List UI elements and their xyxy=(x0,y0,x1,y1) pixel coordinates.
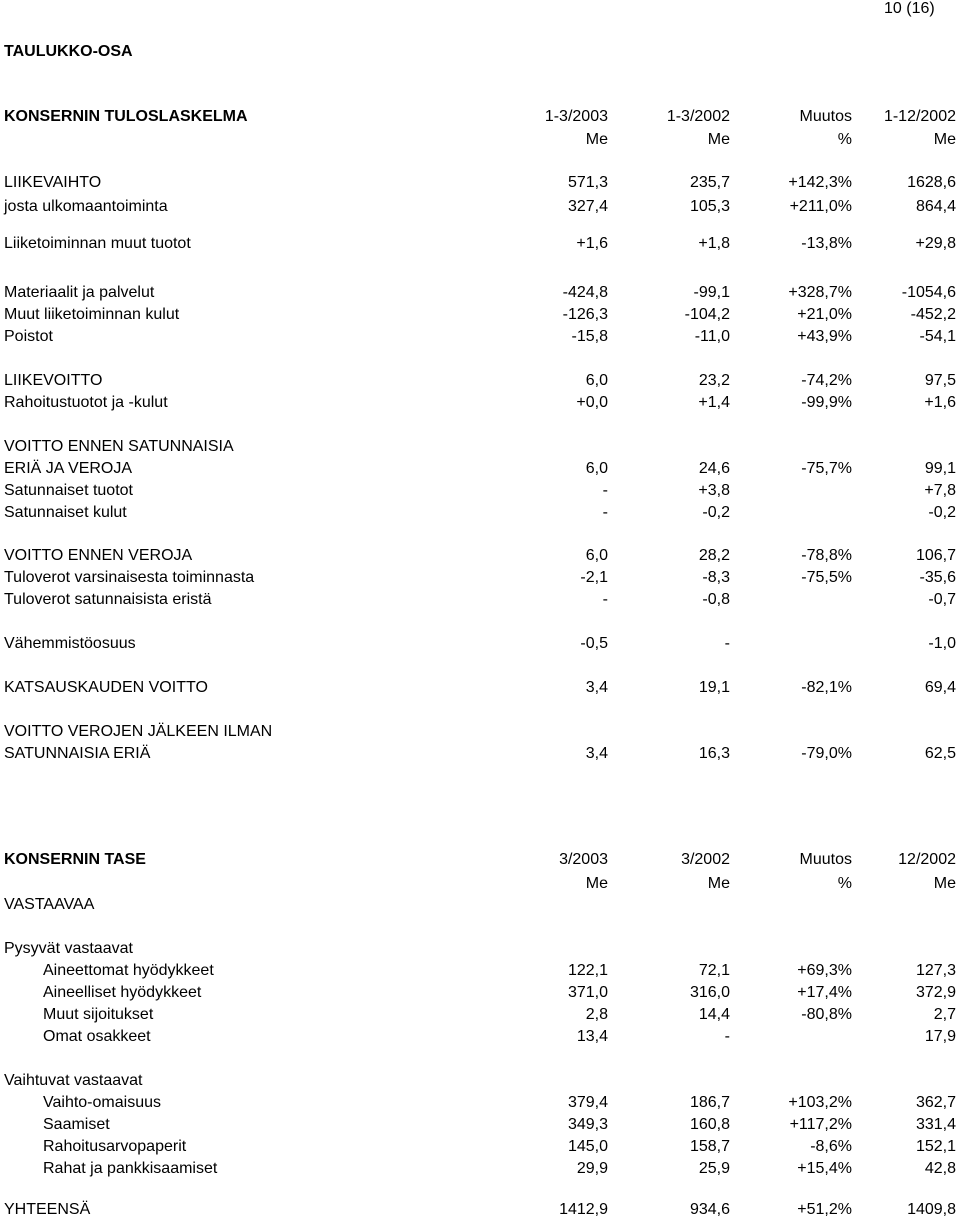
income-row-value: -82,1% xyxy=(801,679,852,696)
balance-row-value: 160,8 xyxy=(689,1116,730,1133)
balance-row-label: Saamiset xyxy=(43,1116,110,1133)
income-row-value: +1,8 xyxy=(698,235,730,252)
income-row-value: -0,7 xyxy=(928,591,956,608)
balance-row-value: 186,7 xyxy=(689,1094,730,1111)
income-unit-col1: Me xyxy=(585,131,608,148)
balance-unit-col3: % xyxy=(837,875,852,892)
income-row-label: VOITTO ENNEN VEROJA xyxy=(4,547,193,564)
income-unit-col4: Me xyxy=(933,131,956,148)
income-row-label: Tuloverot varsinaisesta toiminnasta xyxy=(4,569,255,586)
income-row-value: +1,6 xyxy=(576,235,608,252)
income-row-value: -104,2 xyxy=(684,306,730,323)
income-row-value: 106,7 xyxy=(915,547,956,564)
balance-row-value: 349,3 xyxy=(567,1116,608,1133)
balance-row-value: 934,6 xyxy=(689,1201,730,1218)
income-row-value: +142,3% xyxy=(788,174,852,191)
income-row-label: Tuloverot satunnaisista eristä xyxy=(4,591,212,608)
balance-row-label: YHTEENSÄ xyxy=(4,1201,91,1218)
balance-header-col1: 3/2003 xyxy=(559,851,608,868)
income-row-value: 16,3 xyxy=(698,745,730,762)
balance-row-value: +117,2% xyxy=(789,1116,852,1133)
income-row-value: -99,1 xyxy=(693,284,730,301)
income-title: KONSERNIN TULOSLASKELMA xyxy=(4,108,248,125)
income-row-value: -78,8% xyxy=(801,547,852,564)
income-row-value: 19,1 xyxy=(698,679,730,696)
income-row-value: - xyxy=(724,635,730,652)
income-row-label: Satunnaiset tuotot xyxy=(4,482,133,499)
income-row-label: Muut liiketoiminnan kulut xyxy=(4,306,180,323)
income-row-value: 6,0 xyxy=(585,460,608,477)
income-row-value: 62,5 xyxy=(924,745,956,762)
section-title: TAULUKKO-OSA xyxy=(4,43,133,60)
balance-row-value: 72,1 xyxy=(698,962,730,979)
balance-header-col4: 12/2002 xyxy=(898,851,956,868)
income-unit-col3: % xyxy=(837,131,852,148)
balance-row-value: +69,3% xyxy=(797,962,852,979)
income-row-value: -15,8 xyxy=(571,328,608,345)
income-row-value: -99,9% xyxy=(801,394,852,411)
income-row-value: -75,7% xyxy=(801,460,852,477)
income-row-label: Poistot xyxy=(4,328,53,345)
income-row-value: -0,2 xyxy=(702,504,730,521)
balance-title: KONSERNIN TASE xyxy=(4,851,146,868)
income-row-value: 23,2 xyxy=(698,372,730,389)
balance-row-value: 13,4 xyxy=(576,1028,608,1045)
balance-row-value: +15,4% xyxy=(797,1160,852,1177)
page-number: 10 (16) xyxy=(884,0,935,17)
income-row-label: Rahoitustuotot ja -kulut xyxy=(4,394,168,411)
income-row-value: -79,0% xyxy=(801,745,852,762)
balance-row-value: 331,4 xyxy=(915,1116,956,1133)
income-row-value: -2,1 xyxy=(580,569,608,586)
balance-row-value: 1412,9 xyxy=(559,1201,608,1218)
balance-unit-col4: Me xyxy=(933,875,956,892)
income-row-value: 69,4 xyxy=(924,679,956,696)
balance-row-label: Aineettomat hyödykkeet xyxy=(43,962,214,979)
balance-header-col3: Muutos xyxy=(799,851,852,868)
income-row-value: +43,9% xyxy=(797,328,852,345)
balance-row-value: 371,0 xyxy=(567,984,608,1001)
income-row-value: +21,0% xyxy=(797,306,852,323)
income-row-label: LIIKEVAIHTO xyxy=(4,174,102,191)
income-row-label: KATSAUSKAUDEN VOITTO xyxy=(4,679,208,696)
income-header-col4: 1-12/2002 xyxy=(883,108,956,125)
income-row-label: VOITTO ENNEN SATUNNAISIA xyxy=(4,438,234,455)
income-row-label: SATUNNAISIA ERIÄ xyxy=(4,745,151,762)
balance-row-label: Rahat ja pankkisaamiset xyxy=(43,1160,218,1177)
balance-row-value: 42,8 xyxy=(924,1160,956,1177)
income-row-value: 28,2 xyxy=(698,547,730,564)
balance-row-label: Aineelliset hyödykkeet xyxy=(43,984,202,1001)
balance-row-value: +103,2% xyxy=(788,1094,852,1111)
balance-row-label: Rahoitusarvopaperit xyxy=(43,1138,187,1155)
balance-row-value: 122,1 xyxy=(567,962,608,979)
balance-row-value: -8,6% xyxy=(810,1138,852,1155)
balance-row-value: 379,4 xyxy=(567,1094,608,1111)
balance-row-value: 372,9 xyxy=(915,984,956,1001)
income-row-value: 24,6 xyxy=(698,460,730,477)
balance-row-value: 2,7 xyxy=(933,1006,956,1023)
income-row-value: - xyxy=(602,482,608,499)
balance-row-value: -80,8% xyxy=(801,1006,852,1023)
income-header-col1: 1-3/2003 xyxy=(544,108,608,125)
income-row-value: 864,4 xyxy=(915,198,956,215)
balance-row-label: Vaihtuvat vastaavat xyxy=(4,1072,143,1089)
income-row-value: -8,3 xyxy=(702,569,730,586)
balance-row-label: Vaihto-omaisuus xyxy=(43,1094,161,1111)
income-row-value: -126,3 xyxy=(562,306,608,323)
income-row-value: 235,7 xyxy=(689,174,730,191)
income-row-value: -75,5% xyxy=(801,569,852,586)
balance-row-value: 25,9 xyxy=(698,1160,730,1177)
income-row-value: 571,3 xyxy=(567,174,608,191)
balance-row-value: +17,4% xyxy=(797,984,852,1001)
income-row-value: -1054,6 xyxy=(901,284,956,301)
balance-row-value: 152,1 xyxy=(915,1138,956,1155)
income-row-label: ERIÄ JA VEROJA xyxy=(4,460,133,477)
income-row-value: - xyxy=(602,504,608,521)
income-row-value: -452,2 xyxy=(910,306,956,323)
income-row-value: +7,8 xyxy=(924,482,956,499)
income-row-label: Satunnaiset kulut xyxy=(4,504,127,521)
income-row-value: 105,3 xyxy=(689,198,730,215)
income-header-col2: 1-3/2002 xyxy=(666,108,730,125)
income-row-value: -35,6 xyxy=(919,569,956,586)
income-row-value: +0,0 xyxy=(576,394,608,411)
income-row-value: -0,2 xyxy=(928,504,956,521)
income-row-value: -11,0 xyxy=(694,328,730,345)
income-row-label: Materiaalit ja palvelut xyxy=(4,284,155,301)
income-row-value: 3,4 xyxy=(585,679,608,696)
income-row-value: +3,8 xyxy=(698,482,730,499)
income-row-value: 99,1 xyxy=(924,460,956,477)
income-row-label: josta ulkomaantoiminta xyxy=(4,198,168,215)
income-row-label: Liiketoiminnan muut tuotot xyxy=(4,235,191,252)
income-row-value: 327,4 xyxy=(567,198,608,215)
balance-row-value: - xyxy=(724,1028,730,1045)
income-row-value: +1,4 xyxy=(698,394,730,411)
income-row-value: -0,5 xyxy=(580,635,608,652)
income-row-value: -424,8 xyxy=(562,284,608,301)
balance-row-label: Pysyvät vastaavat xyxy=(4,940,133,957)
balance-subtitle: VASTAAVAA xyxy=(4,896,95,913)
balance-row-value: 2,8 xyxy=(585,1006,608,1023)
balance-row-value: 316,0 xyxy=(689,984,730,1001)
income-row-value: 3,4 xyxy=(585,745,608,762)
income-row-value: 6,0 xyxy=(585,547,608,564)
balance-row-label: Muut sijoitukset xyxy=(43,1006,154,1023)
balance-row-label: Omat osakkeet xyxy=(43,1028,151,1045)
income-row-value: +211,0% xyxy=(789,198,852,215)
balance-row-value: 145,0 xyxy=(567,1138,608,1155)
balance-row-value: 1409,8 xyxy=(907,1201,956,1218)
income-row-value: -13,8% xyxy=(801,235,852,252)
income-row-value: +29,8 xyxy=(915,235,956,252)
balance-unit-col2: Me xyxy=(707,875,730,892)
income-row-value: 1628,6 xyxy=(907,174,956,191)
income-row-label: LIIKEVOITTO xyxy=(4,372,103,389)
income-row-value: +1,6 xyxy=(924,394,956,411)
balance-row-value: 17,9 xyxy=(924,1028,956,1045)
income-row-value: +328,7% xyxy=(788,284,852,301)
income-header-col3: Muutos xyxy=(799,108,852,125)
balance-row-value: 127,3 xyxy=(915,962,956,979)
balance-row-value: 362,7 xyxy=(915,1094,956,1111)
income-unit-col2: Me xyxy=(707,131,730,148)
income-row-value: - xyxy=(602,591,608,608)
balance-row-value: 14,4 xyxy=(698,1006,730,1023)
income-row-value: -74,2% xyxy=(801,372,852,389)
income-row-value: -54,1 xyxy=(919,328,956,345)
balance-row-value: 158,7 xyxy=(689,1138,730,1155)
income-row-value: -1,0 xyxy=(928,635,956,652)
income-row-value: -0,8 xyxy=(702,591,730,608)
balance-row-value: +51,2% xyxy=(797,1201,852,1218)
balance-unit-col1: Me xyxy=(585,875,608,892)
income-row-value: 6,0 xyxy=(585,372,608,389)
income-row-label: VOITTO VEROJEN JÄLKEEN ILMAN xyxy=(4,723,273,740)
balance-header-col2: 3/2002 xyxy=(681,851,730,868)
income-row-value: 97,5 xyxy=(924,372,956,389)
income-row-label: Vähemmistöosuus xyxy=(4,635,136,652)
balance-row-value: 29,9 xyxy=(576,1160,608,1177)
